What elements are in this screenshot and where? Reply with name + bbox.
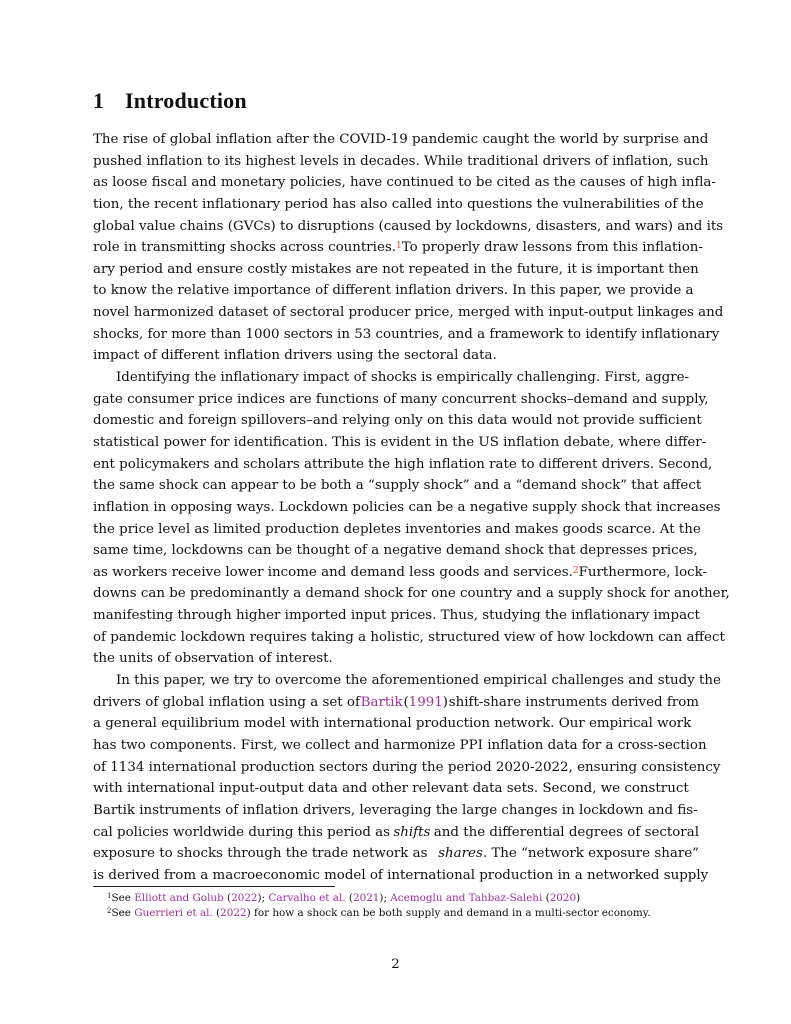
- text-line: the price level as limited production depletes inventories and makes goods scarce. At the: [93, 521, 701, 537]
- text-line: as workers receive lower income and demand less goods and services.$^2$ Furthermore, lock-: [93, 564, 708, 580]
- footnotes: [93, 891, 713, 921]
- text-line: same time, lockdowns can be thought of a negative demand shock that depresses prices,: [93, 543, 698, 559]
- text-line: downs can be predominantly a demand shock for one country and a supply shock for another,: [93, 586, 730, 602]
- text-line: The rise of global inflation after the COVID-19 pandemic caught the world by surprise and: [93, 132, 709, 147]
- citation-carvalho[interactable]: Carvalho et al.: [268, 892, 346, 904]
- page-number: 2: [391, 957, 400, 972]
- text-line: domestic and foreign spillovers–and relying only on this data would not provide sufficient: [93, 413, 702, 429]
- text-line: impact of different inflation drivers using the sectoral data.: [93, 348, 497, 364]
- text-line: Bartik instruments of inflation drivers, leveraging the large changes in lockdown and fis-: [93, 802, 698, 818]
- text-line: global value chains (GVCs) to disruptions (caused by lockdowns, disasters, and wars) and its: [93, 218, 724, 234]
- text-line: ent policymakers and scholars attribute the high inflation rate to different drivers. Second,: [93, 456, 713, 472]
- text-line: cal policies worldwide during this period as shifts and the differential degrees of sectoral: [93, 822, 699, 844]
- text-line: shocks, for more than 1000 sectors in 53 countries, and a framework to identify inflationary: [93, 326, 720, 342]
- italic-term-shifts: shifts: [393, 824, 431, 840]
- text-line: the units of observation of interest.: [93, 651, 333, 667]
- body-text: [93, 129, 730, 886]
- citation-guerrieri-year[interactable]: 2022: [220, 907, 247, 919]
- text-line: Identifying the inflationary impact of shocks is empirically challenging. First, aggre-: [116, 370, 690, 386]
- citation-elliott-golub-year[interactable]: 2022: [231, 892, 258, 904]
- citation-elliott-golub[interactable]: Elliott and Golub: [134, 892, 224, 904]
- text-line: drivers of global inflation using a set of Bartik (1991) shift-share instruments derived from: [93, 692, 699, 714]
- text-line: of 1134 international production sectors during the period 2020-2022, ensuring consistency: [93, 759, 721, 775]
- text-line: gate consumer price indices are functions of many concurrent shocks–demand and supply,: [93, 391, 709, 407]
- text-line: statistical power for identification. This is evident in the US inflation debate, where differ-: [93, 434, 707, 450]
- text-line: In this paper, we try to overcome the aforementioned empirical challenges and study the: [116, 673, 721, 689]
- citation-bartik-year[interactable]: 1991: [408, 694, 443, 710]
- text-line: role in transmitting shocks across countries.$^1$ To properly draw lessons from this inflation-: [93, 240, 703, 256]
- footnote-2: $^2$See Guerrieri et al. (2022) for how a shock can be both supply and demand in a multi-sector economy.: [107, 907, 651, 919]
- citation-carvalho-year[interactable]: 2021: [352, 892, 380, 904]
- citation-acemoglu-year[interactable]: 2020: [549, 892, 577, 904]
- footnote-ref-2[interactable]: 2: [572, 565, 579, 576]
- text-line: is derived from a macroeconomic model of international production in a networked supply: [93, 867, 709, 883]
- text-line: has two components. First, we collect and harmonize PPI inflation data for a cross-section: [93, 737, 707, 753]
- citation-guerrieri[interactable]: Guerrieri et al.: [134, 907, 213, 919]
- section-heading: [93, 88, 247, 114]
- footnote-ref-1[interactable]: 1: [396, 241, 402, 252]
- text-line: exposure to shocks through the trade network as shares. The “network exposure share”: [93, 846, 699, 862]
- text-line: a general equilibrium model with international production network. Our empirical work: [93, 716, 692, 732]
- text-line: as loose fiscal and monetary policies, have continued to be cited as the causes of high infla-: [93, 175, 716, 191]
- text-line: inflation in opposing ways. Lockdown policies can be a negative supply shock that increases: [93, 499, 721, 515]
- citation-acemoglu[interactable]: Acemoglu and Tahbaz-Salehi: [390, 892, 543, 904]
- section-title: Introduction: [125, 88, 247, 113]
- text-line: ary period and ensure costly mistakes are not repeated in the future, it is important then: [93, 261, 699, 277]
- section-number: 1: [93, 88, 105, 113]
- text-line: to know the relative importance of different inflation drivers. In this paper, we provide a: [93, 283, 694, 299]
- text-line: manifesting through higher imported input prices. Thus, studying the inflationary impact: [93, 608, 700, 624]
- italic-term-shares: shares: [438, 846, 483, 862]
- text-line: with international input-output data and other relevant data sets. Second, we construct: [93, 781, 689, 797]
- text-line: tion, the recent inflationary period has also called into questions the vulnerabilities of the: [93, 196, 704, 212]
- text-line: of pandemic lockdown requires taking a holistic, structured view of how lockdown can affect: [93, 629, 725, 645]
- text-line: the same shock can appear to be both a “supply shock” and a “demand shock” that affect: [93, 478, 702, 494]
- text-line: pushed inflation to its highest levels in decades. While traditional drivers of inflation, such: [93, 153, 709, 169]
- citation-bartik[interactable]: Bartik: [360, 694, 403, 710]
- footnote-rule: [93, 886, 335, 887]
- text-line: novel harmonized dataset of sectoral producer price, merged with input-output linkages and: [93, 305, 724, 321]
- footnote-1: $^1$See Elliott and Golub (2022); Carvalho et al. (2021); Acemoglu and Tahbaz-Salehi (2020): [107, 892, 581, 904]
